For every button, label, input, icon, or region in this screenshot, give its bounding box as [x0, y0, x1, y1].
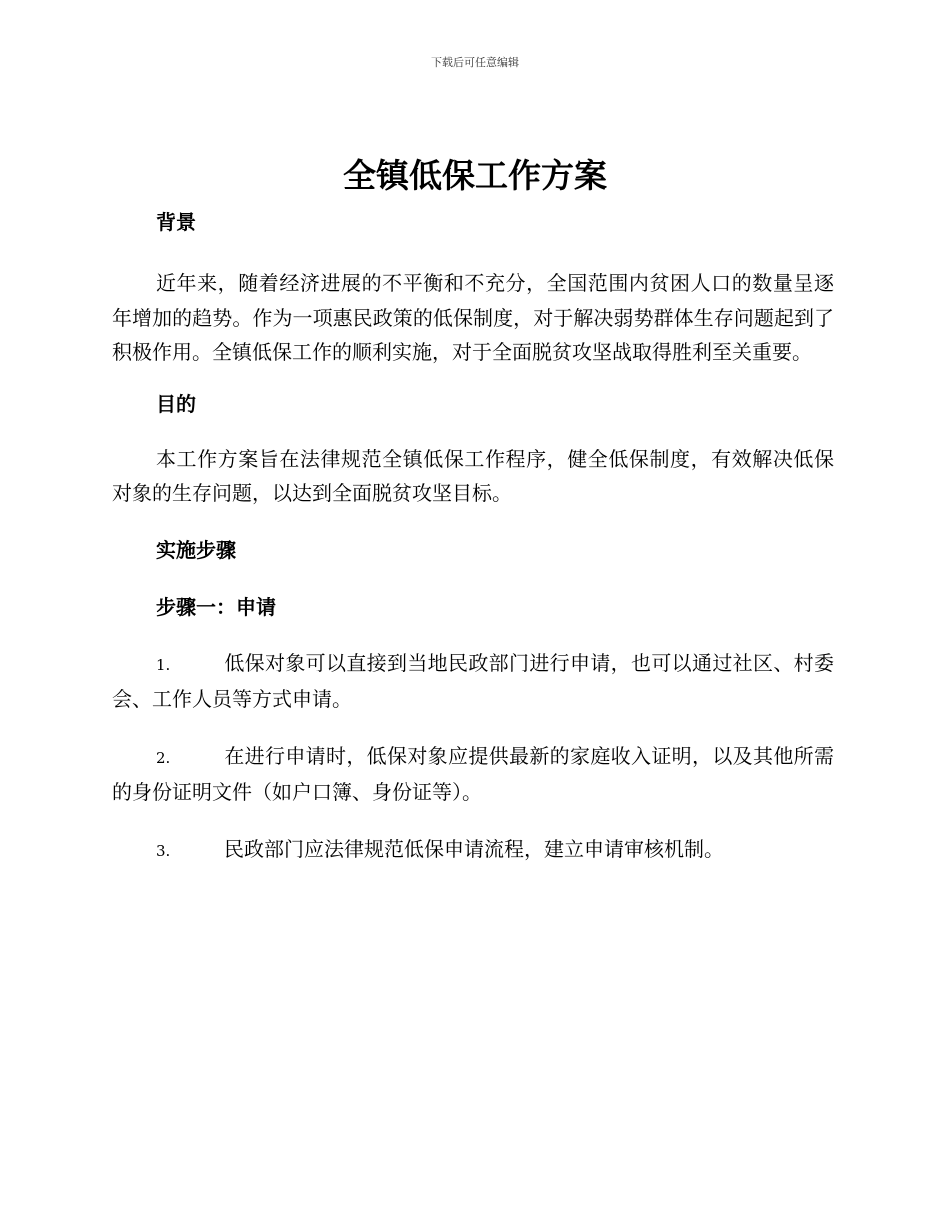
document-body [112, 200, 834, 868]
list-item-text: 在进行申请时，低保对象应提供最新的家庭收入证明，以及其他所需的身份证明文件（如户口簿、身份证等）。 [112, 743, 834, 804]
list-item [112, 646, 834, 717]
paragraph-background: 近年来，随着经济进展的不平衡和不充分，全国范围内贫困人口的数量呈逐年增加的趋势。作为一项惠民政策的低保制度，对于解决弱势群体生存问题起到了积极作用。全镇低保工作的顺利实施，对于全面脱贫攻坚战取得胜利至关重要。 [112, 271, 834, 364]
paragraph-purpose: 本工作方案旨在法律规范全镇低保工作程序，健全低保制度，有效解决低保对象的生存问题，以达到全面脱贫攻坚目标。 [112, 446, 834, 505]
header-note: 下载后可任意编辑 [431, 56, 519, 69]
list-item-number: 1. [156, 655, 171, 674]
subsection-heading-step1: 步骤一：申请 [156, 594, 276, 619]
list-item-number: 3. [156, 841, 171, 860]
section-heading-purpose: 目的 [156, 391, 196, 416]
section-heading-steps: 实施步骤 [156, 537, 236, 562]
list-item-text: 低保对象可以直接到当地民政部门进行申请，也可以通过社区、村委会、工作人员等方式申请。 [112, 650, 834, 711]
list-item [112, 832, 834, 869]
section-heading-background: 背景 [156, 210, 196, 234]
list-item-text: 民政部门应法律规范低保申请流程，建立申请审核机制。 [224, 836, 724, 861]
document-title: 全镇低保工作方案 [343, 156, 607, 195]
list-item-number: 2. [156, 748, 171, 767]
list-item [112, 739, 834, 810]
